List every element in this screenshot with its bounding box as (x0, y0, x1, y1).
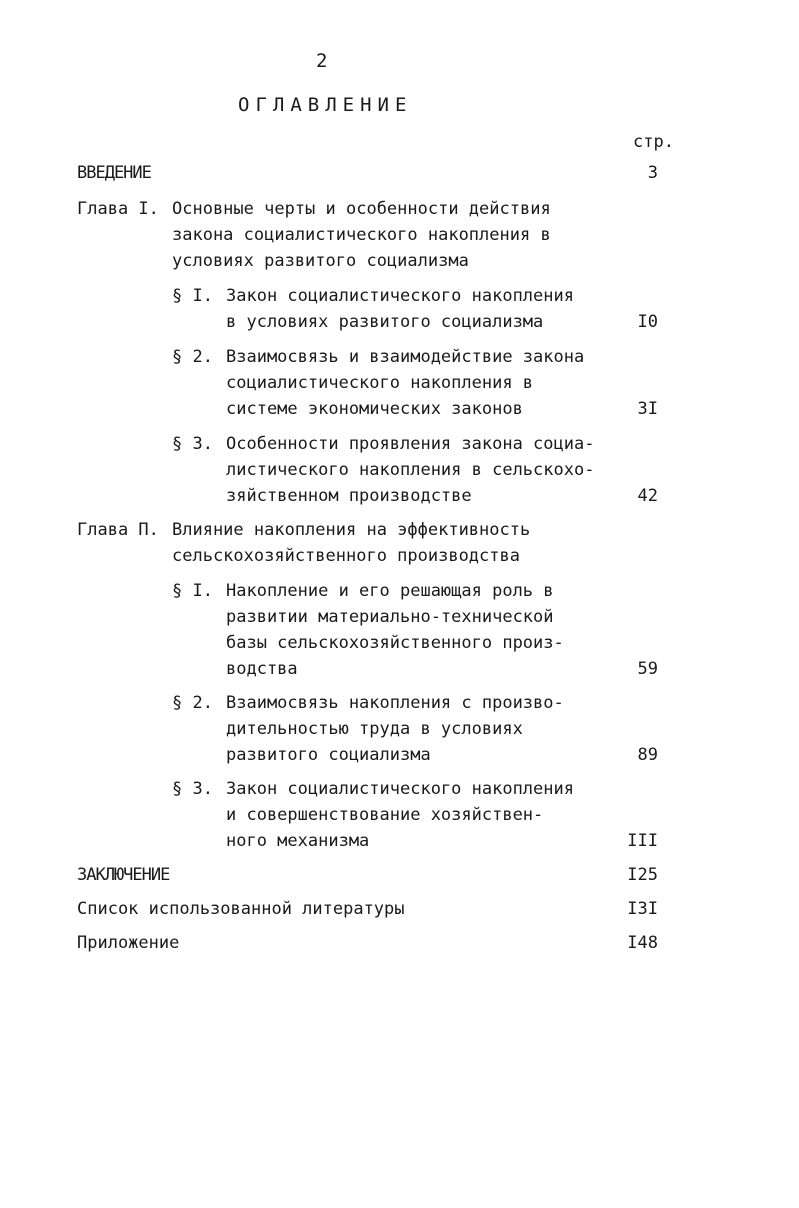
entry-page: I0 (637, 312, 658, 332)
entry-line: ного механизма (226, 831, 370, 851)
entry-line: системе экономических законов (226, 399, 523, 419)
entry-label: ЗАКЛЮЧЕНИЕ (77, 865, 170, 885)
entry-label: § 3. (172, 779, 213, 799)
entry-line: и совершенствование хозяйствен- (226, 805, 544, 825)
entry-line: листического накопления в сельскохо- (226, 460, 595, 480)
entry-line: развитого социализма (226, 745, 431, 765)
entry-page: 3I (637, 399, 658, 419)
entry-line: Закон социалистического накопления (226, 286, 574, 306)
entry-line: Взаимосвязь накопления с произво- (226, 693, 564, 713)
entry-line: развитии материально-технической (226, 607, 554, 627)
entry-line: зяйственном производстве (226, 486, 472, 506)
entry-page: 3 (647, 163, 658, 183)
entry-label: Приложение (77, 933, 180, 953)
entry-label: § 3. (172, 434, 213, 454)
page-column-header: стр. (633, 132, 674, 152)
entry-page: I25 (627, 865, 658, 885)
entry-label: Глава I. (77, 199, 159, 219)
entry-line: закона социалистического накопления в (172, 225, 551, 245)
entry-line: в условиях развитого социализма (226, 312, 544, 332)
entry-page: 89 (637, 745, 658, 765)
toc-title: ОГЛАВЛЕНИЕ (238, 94, 413, 116)
entry-line: Взаимосвязь и взаимодействие закона (226, 347, 585, 367)
entry-line: Накопление и его решающая роль в (226, 581, 554, 601)
entry-page: III (627, 831, 658, 851)
entry-label: ВВЕДЕНИЕ (77, 163, 151, 183)
entry-page: I3I (627, 899, 658, 919)
entry-label: Список использованной литературы (77, 899, 405, 919)
entry-label: Глава П. (77, 520, 159, 540)
entry-line: водства (226, 659, 298, 679)
entry-page: 42 (637, 486, 658, 506)
entry-line: сельскохозяйственного производства (172, 546, 520, 566)
entry-label: § I. (172, 581, 213, 601)
entry-page: I48 (627, 933, 658, 953)
entry-line: Закон социалистического накопления (226, 779, 574, 799)
entry-line: социалистического накопления в (226, 373, 534, 393)
entry-line: Основные черты и особенности действия (172, 199, 551, 219)
entry-label: § 2. (172, 347, 213, 367)
entry-label: § I. (172, 286, 213, 306)
entry-line: дительностью труда в условиях (226, 719, 523, 739)
page-number: 2 (316, 50, 328, 72)
entry-line: условиях развитого социализма (172, 251, 469, 271)
entry-label: § 2. (172, 693, 213, 713)
entry-line: базы сельскохозяйственного произ- (226, 633, 564, 653)
entry-line: Особенности проявления закона социа- (226, 434, 595, 454)
entry-page: 59 (637, 659, 658, 679)
entry-line: Влияние накопления на эффективность (172, 520, 531, 540)
